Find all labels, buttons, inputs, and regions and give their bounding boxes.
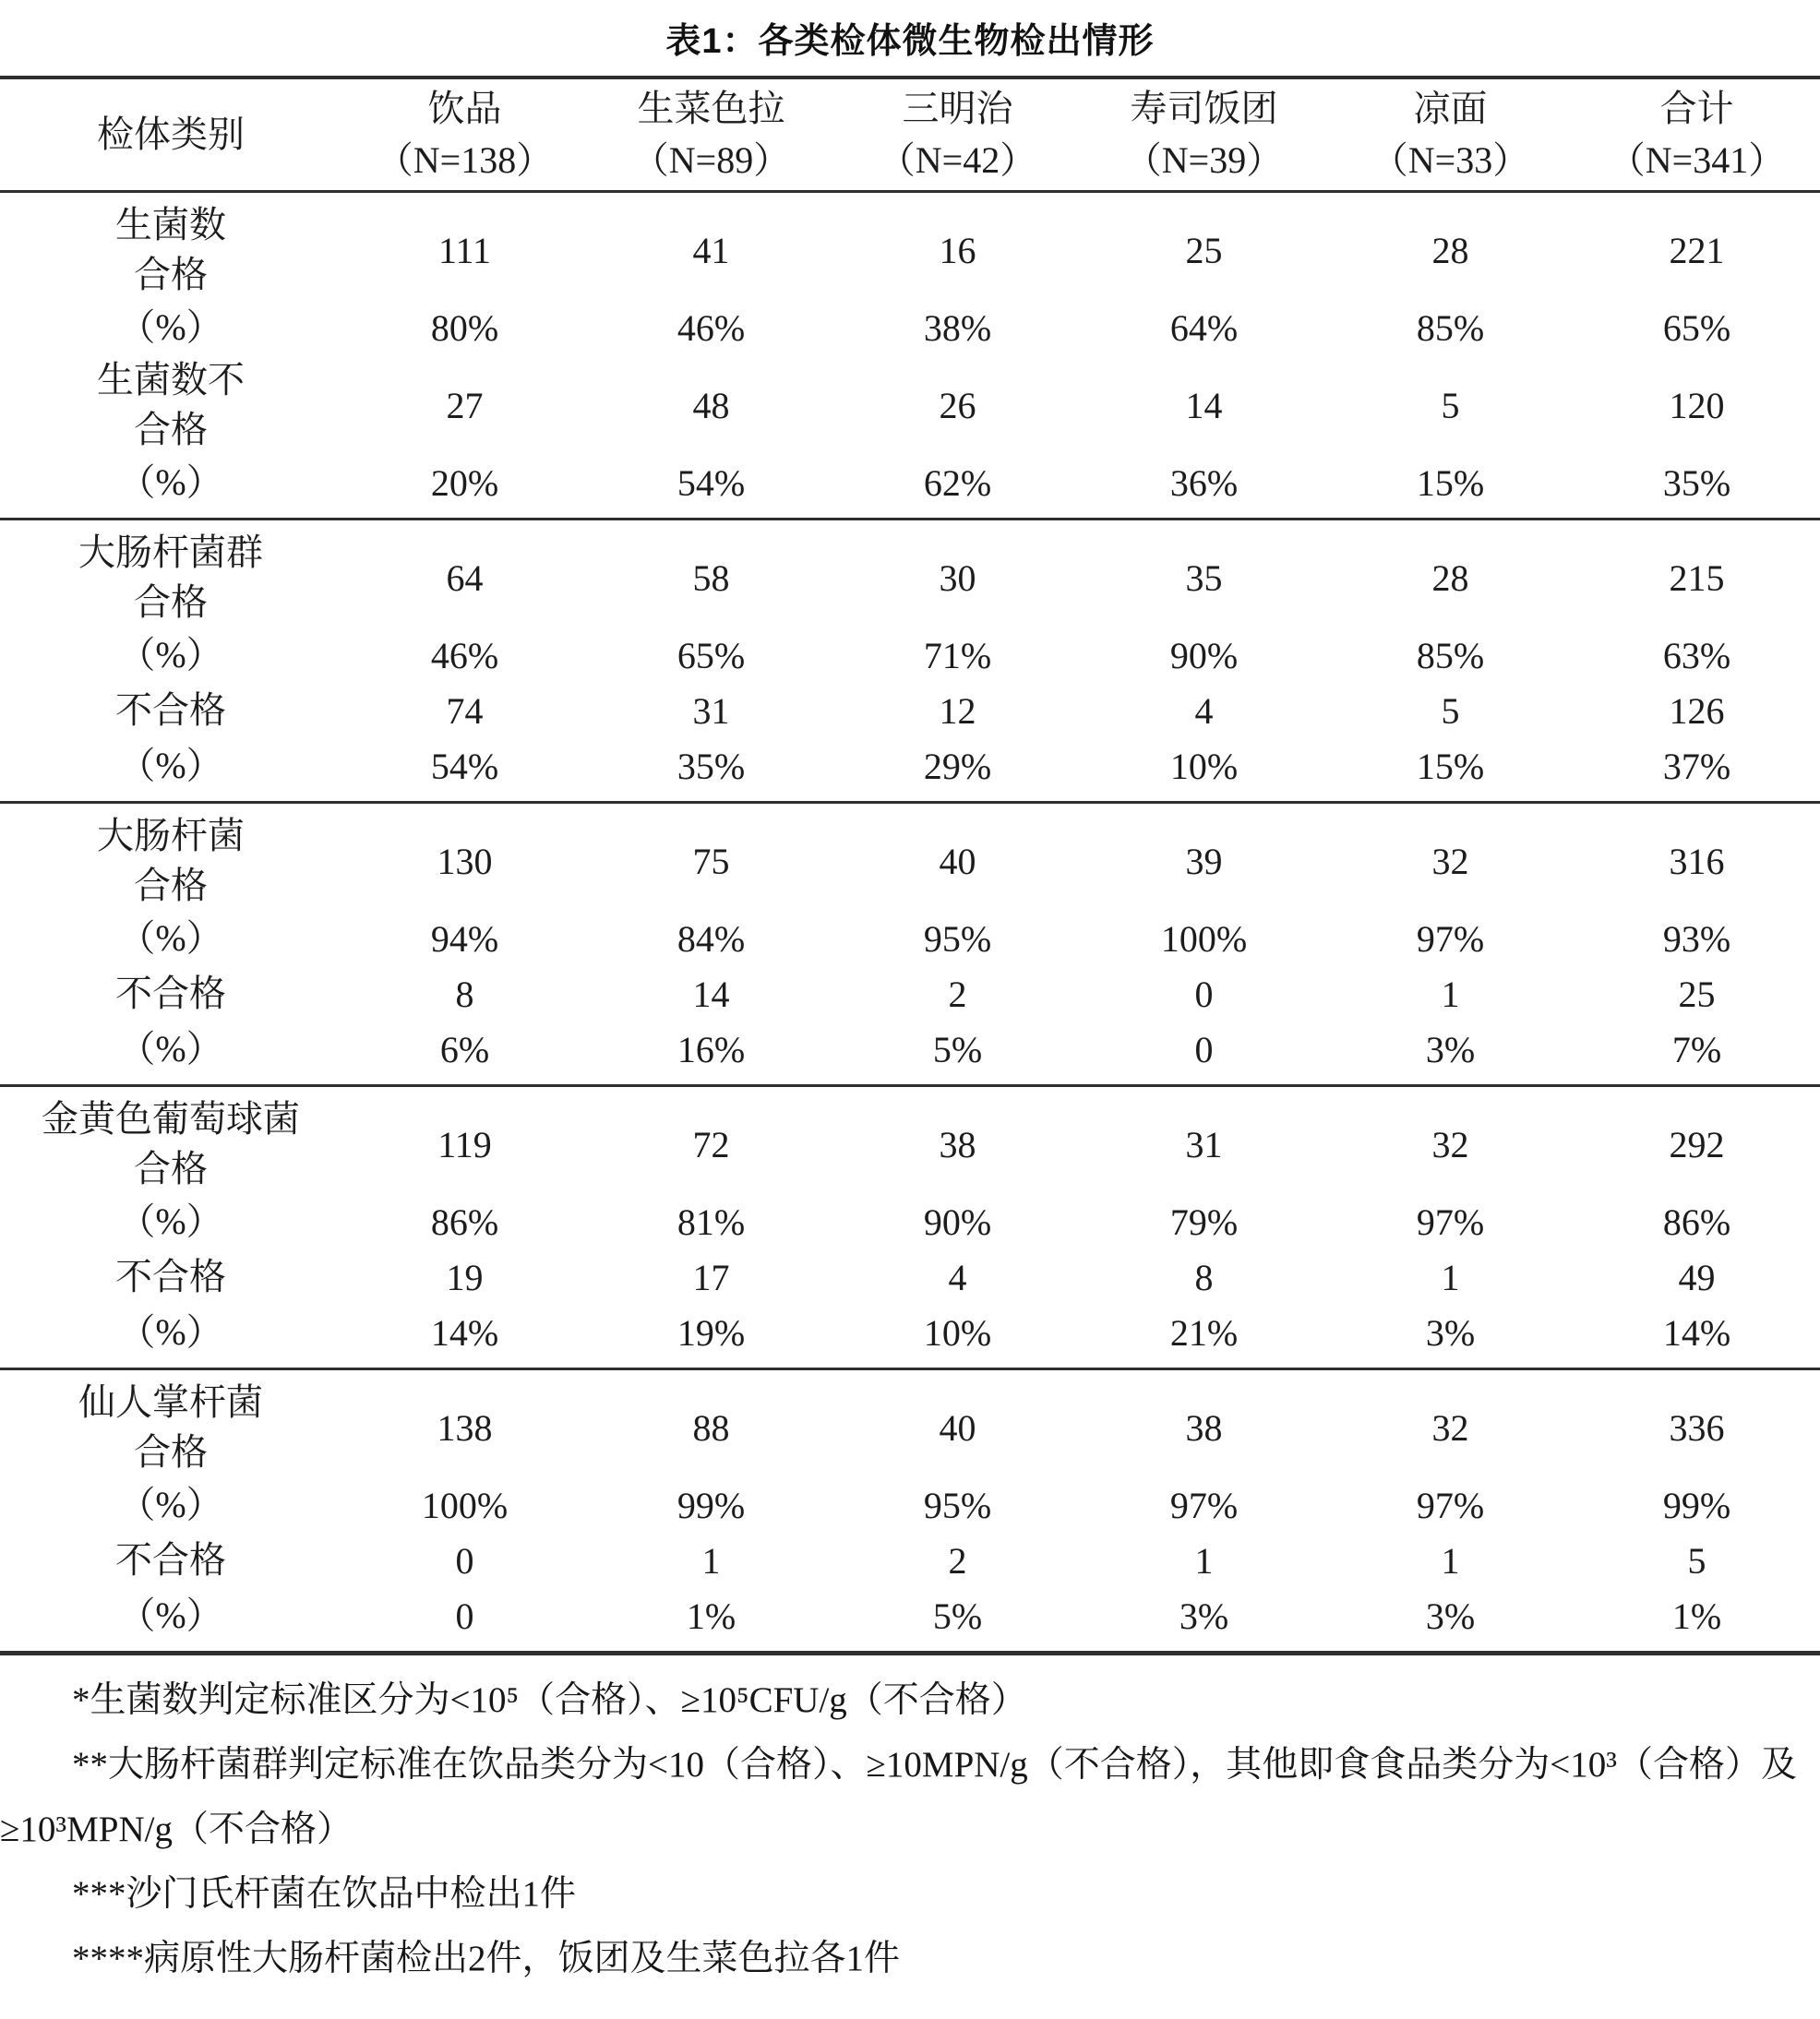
table-row [0,1021,1820,1077]
cell-value: 0 [455,1539,474,1582]
table-section [0,1370,1820,1651]
cell-value: 86% [430,1201,499,1243]
table-section [0,193,1820,520]
row-label-line: 合格 [134,581,208,623]
data-table [0,76,1820,1655]
cell-value: 25 [1185,229,1223,271]
column-header [834,83,1081,186]
row-label [0,627,341,683]
cell-value: 120 [1669,384,1725,426]
cell-value: 19 [446,1256,484,1298]
table-row [0,300,1820,355]
cell-value: 28 [1431,229,1469,271]
cell-value: 85% [1416,634,1485,676]
cell-value: 100% [1160,917,1248,960]
cell-value: 97% [1416,1201,1485,1243]
cell-value: 71% [923,634,992,676]
row-label-line: （%） [118,1595,223,1636]
cell-value: 1 [701,1539,721,1582]
table-title: 表1：各类检体微生物检出情形 [665,22,1155,61]
column-header-label: 三明治 [902,88,1013,129]
cell-value: 1 [1194,1539,1214,1582]
cell-value: 58 [692,556,730,599]
row-label-line: 金黄色葡萄球菌 [42,1098,300,1140]
cell-value: 37% [1662,745,1731,787]
cell-value: 119 [437,1123,492,1165]
cell-value: 38 [939,1123,976,1165]
cell-value: 1 [1441,1256,1460,1298]
table-section [0,804,1820,1087]
row-label-line: （%） [118,745,223,786]
row-label-line: （%） [118,1028,223,1069]
cell-value: 138 [437,1406,493,1449]
cell-value: 90% [923,1201,992,1243]
row-label-line: （%） [118,1201,223,1242]
cell-value: 80% [430,306,499,349]
row-label [0,1378,341,1477]
cell-value: 46% [430,634,499,676]
cell-value: 88 [692,1406,730,1449]
table-row [0,1588,1820,1643]
cell-value: 84% [677,917,746,960]
cell-value: 38% [923,306,992,349]
cell-value: 93% [1662,917,1731,960]
cell-value: 10% [923,1311,992,1354]
cell-value: 111 [437,229,492,271]
table-section [0,520,1820,804]
cell-value: 14 [1185,384,1223,426]
cell-value: 97% [1169,1484,1239,1526]
row-label-line: 生菌数 [115,204,226,245]
cell-value: 0 [1194,973,1214,1015]
row-label-line: 合格 [134,865,208,906]
cell-value: 86% [1662,1201,1731,1243]
column-header-n: （N=42） [878,139,1037,181]
column-header-label: 寿司饭团 [1130,88,1278,129]
table-row [0,1533,1820,1588]
cell-value: 4 [1194,689,1214,732]
row-label-line: 不合格 [115,1539,226,1581]
cell-value: 336 [1669,1406,1725,1449]
table-row [0,1194,1820,1249]
cell-value: 14 [692,973,730,1015]
row-label-line: 不合格 [115,1256,226,1297]
cell-value: 21% [1169,1311,1239,1354]
cell-value: 64% [1169,306,1239,349]
cell-value: 36% [1169,461,1239,504]
row-label [0,1588,341,1643]
row-label [0,1533,341,1588]
cell-value: 38 [1185,1406,1223,1449]
row-label [0,1477,341,1533]
column-header-n: （N=138） [376,139,554,181]
table-row [0,355,1820,455]
cell-value: 62% [923,461,992,504]
column-header-n: （N=89） [631,139,791,181]
row-label [0,738,341,794]
column-header-label: 合计 [1659,88,1734,129]
cell-value: 65% [677,634,746,676]
table-row [0,966,1820,1021]
cell-value: 81% [677,1201,746,1243]
row-label-line: （%） [118,1311,223,1353]
cell-value: 95% [923,917,992,960]
column-header-label: 生菜色拉 [637,88,785,129]
cell-value: 3% [1425,1028,1476,1070]
cell-value: 0 [1194,1028,1214,1070]
cell-value: 5% [932,1028,983,1070]
cell-value: 35% [1662,461,1731,504]
row-label [0,683,341,738]
cell-value: 130 [437,840,493,882]
row-label [0,1305,341,1360]
column-header [341,83,588,186]
row-label [0,355,341,455]
cell-value: 7% [1671,1028,1722,1070]
cell-value: 2 [948,973,967,1015]
row-label [0,1094,341,1194]
cell-value: 46% [677,306,746,349]
cell-value: 10% [1169,745,1239,787]
cell-value: 79% [1169,1201,1239,1243]
cell-value: 8 [455,973,474,1015]
row-label-line: （%） [118,634,223,675]
cell-value: 31 [692,689,730,732]
cell-value: 99% [677,1484,746,1526]
cell-value: 15% [1416,461,1485,504]
table-row [0,683,1820,738]
cell-value: 26 [939,384,976,426]
cell-value: 97% [1416,917,1485,960]
table-row [0,455,1820,510]
table-row [0,1094,1820,1194]
row-label-line: （%） [118,306,223,348]
table-section [0,1087,1820,1370]
cell-value: 72 [692,1123,730,1165]
table-body [0,193,1820,1651]
cell-value: 25 [1678,973,1716,1015]
cell-value: 28 [1431,556,1469,599]
cell-value: 5 [1687,1539,1706,1582]
row-label-line: （%） [118,917,223,959]
column-header [1574,83,1820,186]
cell-value: 39 [1185,840,1223,882]
cell-value: 126 [1669,689,1725,732]
row-label-line: 大肠杆菌群 [78,532,263,573]
cell-value: 215 [1669,556,1725,599]
table-row [0,1477,1820,1533]
table-row [0,911,1820,966]
table-row [0,528,1820,627]
cell-value: 1% [1671,1595,1722,1637]
row-label [0,1249,341,1305]
cell-value: 99% [1662,1484,1731,1526]
cell-value: 5 [1441,384,1460,426]
cell-value: 19% [677,1311,746,1354]
cell-value: 32 [1431,1406,1469,1449]
row-label-line: （%） [118,461,223,503]
column-header [1081,83,1327,186]
row-label-line: 生菌数不 [97,359,245,400]
cell-value: 1 [1441,1539,1460,1582]
cell-value: 100% [421,1484,509,1526]
cell-value: 35% [677,745,746,787]
column-header [588,83,834,186]
cell-value: 75 [692,840,730,882]
cell-value: 17 [692,1256,730,1298]
cell-value: 29% [923,745,992,787]
table-row [0,200,1820,300]
cell-value: 63% [1662,634,1731,676]
row-label-line: 合格 [134,1431,208,1473]
cell-value: 3% [1425,1311,1476,1354]
cell-value: 40 [939,840,976,882]
row-label [0,1021,341,1077]
table-row [0,738,1820,794]
row-label [0,811,341,911]
cell-value: 16 [939,229,976,271]
column-header-n: （N=33） [1371,139,1530,181]
row-label [0,528,341,627]
table-row [0,1305,1820,1360]
footnote: **大肠杆菌群判定标准在饮品类分为<10（合格）、≥10MPN/g（不合格），其他即食食品类分为<10³（合格）及≥10³MPN/g（不合格） [0,1745,1797,1849]
column-header [1327,83,1574,186]
cell-value: 74 [446,689,484,732]
cell-value: 5% [932,1595,983,1637]
cell-value: 14% [430,1311,499,1354]
cell-value: 54% [677,461,746,504]
cell-value: 1% [686,1595,736,1637]
footnote: ***沙门氏杆菌在饮品中检出1件 [72,1874,577,1914]
row-label-line: （%） [118,1484,223,1525]
cell-value: 16% [677,1028,746,1070]
cell-value: 85% [1416,306,1485,349]
cell-value: 2 [948,1539,967,1582]
cell-value: 4 [948,1256,967,1298]
cell-value: 95% [923,1484,992,1526]
cell-value: 48 [692,384,730,426]
cell-value: 31 [1185,1123,1223,1165]
cell-value: 65% [1662,306,1731,349]
cell-value: 90% [1169,634,1239,676]
footnote: ****病原性大肠杆菌检出2件，饭团及生菜色拉各1件 [72,1939,901,1978]
row-label [0,200,341,300]
cell-value: 64 [446,556,484,599]
cell-value: 49 [1678,1256,1716,1298]
cell-value: 3% [1425,1595,1476,1637]
column-header-label: 凉面 [1413,88,1488,129]
table-row [0,627,1820,683]
cell-value: 12 [939,689,976,732]
cell-value: 6% [439,1028,490,1070]
cell-value: 40 [939,1406,976,1449]
cell-value: 221 [1669,229,1725,271]
cell-value: 0 [455,1595,474,1637]
row-label-line: 合格 [134,254,208,295]
row-label-line: 不合格 [115,973,226,1014]
cell-value: 41 [692,229,730,271]
column-header-specimen-type: 检体类别 [97,113,245,155]
cell-value: 94% [430,917,499,960]
row-label-line: 仙人掌杆菌 [78,1381,263,1423]
cell-value: 97% [1416,1484,1485,1526]
cell-value: 5 [1441,689,1460,732]
row-label-line: 不合格 [115,689,226,731]
cell-value: 1 [1441,973,1460,1015]
row-label-line: 大肠杆菌 [97,815,245,856]
cell-value: 292 [1669,1123,1725,1165]
footnotes [0,1655,1820,1991]
row-label [0,1194,341,1249]
row-label [0,911,341,966]
column-header-n: （N=341） [1608,139,1786,181]
cell-value: 14% [1662,1311,1731,1354]
table-row [0,811,1820,911]
row-label [0,455,341,510]
cell-value: 54% [430,745,499,787]
cell-value: 316 [1669,840,1725,882]
row-label [0,300,341,355]
cell-value: 27 [446,384,484,426]
row-label-line: 合格 [134,1148,208,1189]
cell-value: 30 [939,556,976,599]
row-label [0,966,341,1021]
cell-value: 32 [1431,840,1469,882]
cell-value: 15% [1416,745,1485,787]
cell-value: 20% [430,461,499,504]
cell-value: 32 [1431,1123,1469,1165]
row-label-line: 合格 [134,409,208,450]
column-header-n: （N=39） [1124,139,1284,181]
table-header-row [0,79,1820,193]
footnote: *生菌数判定标准区分为<10⁵（合格）、≥10⁵CFU/g（不合格） [72,1680,1027,1720]
column-header-label: 饮品 [427,88,502,129]
cell-value: 3% [1179,1595,1229,1637]
table-row [0,1249,1820,1305]
table-row [0,1378,1820,1477]
cell-value: 8 [1194,1256,1214,1298]
cell-value: 35 [1185,556,1223,599]
